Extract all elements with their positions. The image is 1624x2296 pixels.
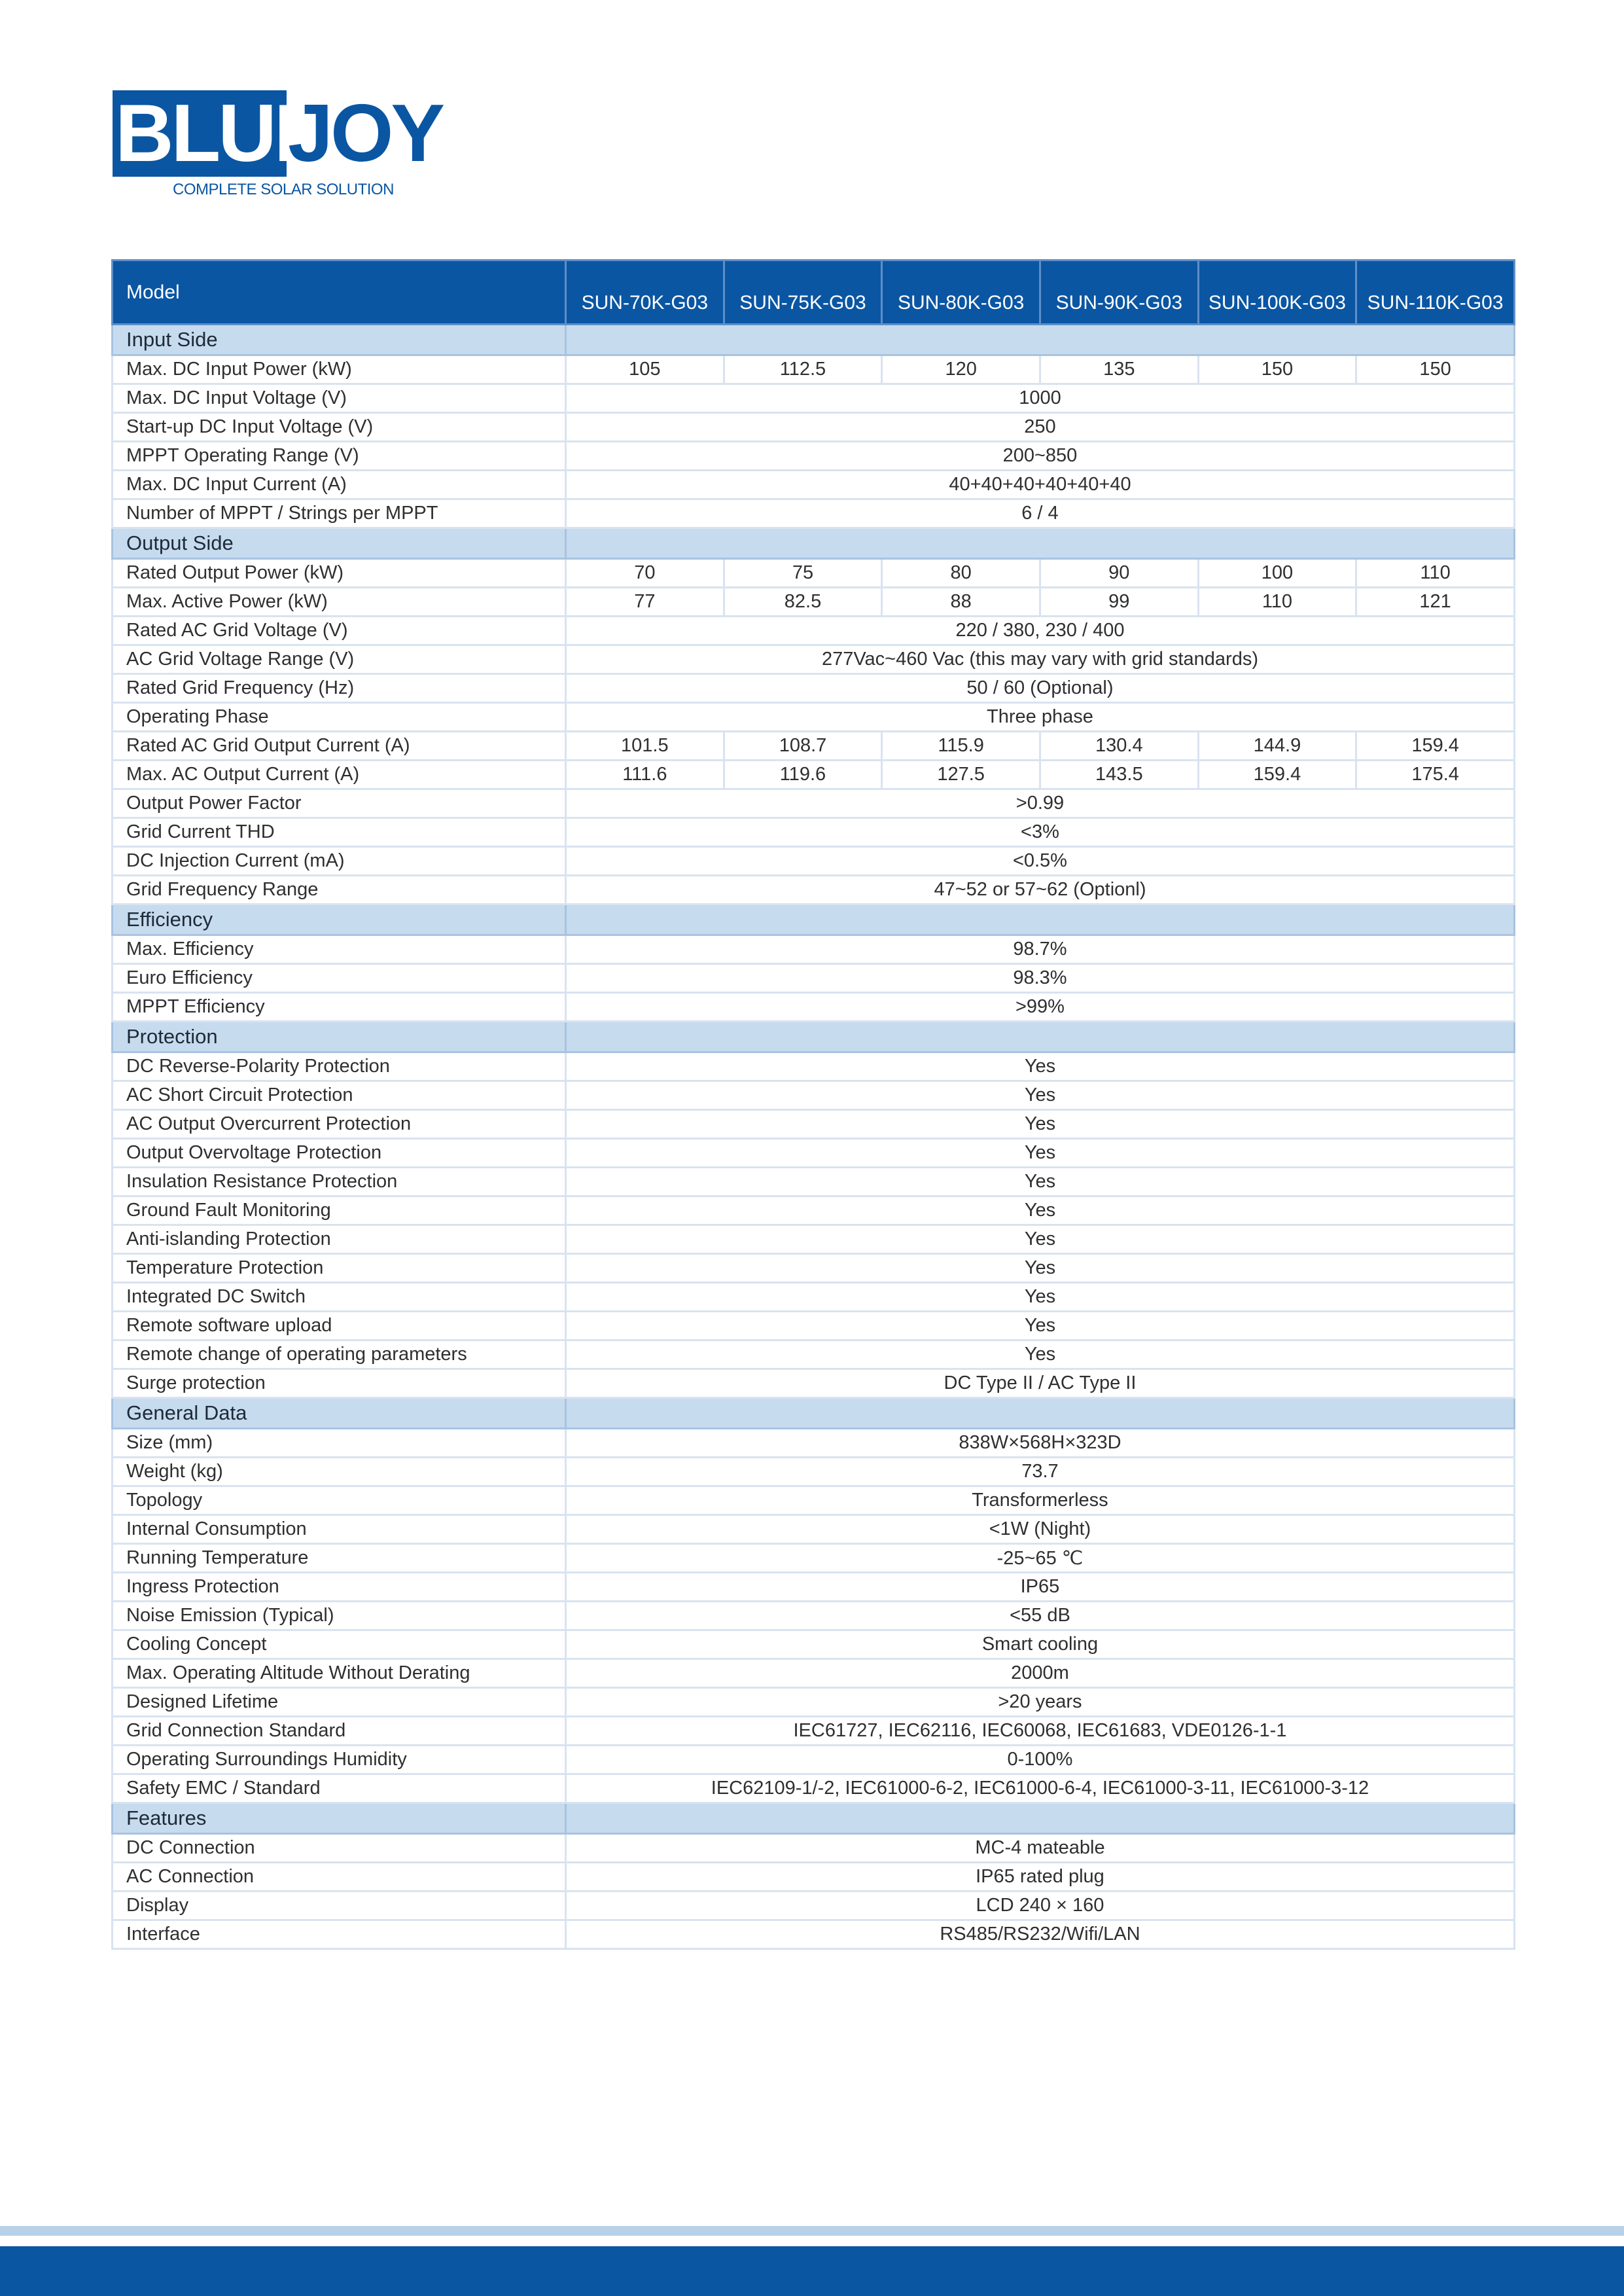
model-name: SUN-110K-G03 (1356, 260, 1515, 325)
section-fill (566, 1398, 1515, 1429)
row-value: 99 (1040, 588, 1198, 617)
row-value: 82.5 (724, 588, 882, 617)
spec-table (111, 259, 1515, 1950)
row-value: 120 (882, 355, 1040, 384)
row-value: >20 years (566, 1688, 1515, 1717)
row-label: Remote change of operating parameters (113, 1340, 566, 1369)
row-label: Weight (kg) (113, 1458, 566, 1486)
row-value: 175.4 (1356, 761, 1515, 789)
row-value: Smart cooling (566, 1630, 1515, 1659)
footer-stripe-dark (0, 2246, 1624, 2296)
table-row (113, 1544, 1515, 1573)
row-label: AC Output Overcurrent Protection (113, 1110, 566, 1139)
row-label: MPPT Operating Range (V) (113, 442, 566, 471)
table-row (113, 1168, 1515, 1196)
table-row (113, 1369, 1515, 1398)
table-row (113, 645, 1515, 674)
table-row (113, 1340, 1515, 1369)
row-value: LCD 240 × 160 (566, 1892, 1515, 1920)
row-value: MC-4 mateable (566, 1834, 1515, 1863)
table-row (113, 674, 1515, 703)
row-label: Ingress Protection (113, 1573, 566, 1602)
row-value: 73.7 (566, 1458, 1515, 1486)
row-value: 90 (1040, 559, 1198, 588)
table-row (113, 1659, 1515, 1688)
row-value: 110 (1356, 559, 1515, 588)
table-row (113, 847, 1515, 876)
row-value: Three phase (566, 703, 1515, 732)
row-value: IEC62109-1/-2, IEC61000-6-2, IEC61000-6-4, IEC61000-3-11, IEC61000-3-12 (566, 1774, 1515, 1803)
table-row (113, 761, 1515, 789)
row-label: Topology (113, 1486, 566, 1515)
row-label: Rated Output Power (kW) (113, 559, 566, 588)
row-value: 0-100% (566, 1746, 1515, 1774)
row-value: Yes (566, 1312, 1515, 1340)
row-value: 101.5 (566, 732, 724, 761)
row-label: Temperature Protection (113, 1254, 566, 1283)
table-row (113, 1688, 1515, 1717)
row-label: DC Connection (113, 1834, 566, 1863)
row-value: 70 (566, 559, 724, 588)
table-row (113, 413, 1515, 442)
row-value: Yes (566, 1081, 1515, 1110)
section-row (113, 1022, 1515, 1052)
row-label: Safety EMC / Standard (113, 1774, 566, 1803)
row-label: Anti-islanding Protection (113, 1225, 566, 1254)
table-row (113, 818, 1515, 847)
section-title: General Data (113, 1398, 566, 1429)
row-label: Max. DC Input Voltage (V) (113, 384, 566, 413)
row-value: >0.99 (566, 789, 1515, 818)
row-label: Noise Emission (Typical) (113, 1602, 566, 1630)
table-row (113, 1602, 1515, 1630)
table-row (113, 1139, 1515, 1168)
brand-logo (113, 90, 479, 208)
row-label: Remote software upload (113, 1312, 566, 1340)
row-value: 111.6 (566, 761, 724, 789)
row-value: <1W (Night) (566, 1515, 1515, 1544)
row-value: 108.7 (724, 732, 882, 761)
row-value: 100 (1198, 559, 1356, 588)
model-header-label: Model (113, 260, 566, 325)
section-title: Efficiency (113, 905, 566, 935)
table-row (113, 1225, 1515, 1254)
logo-blue-text: BLUE (113, 90, 287, 177)
section-fill (566, 1022, 1515, 1052)
logo-joy-text: JOY (288, 88, 443, 179)
row-value: -25~65 ℃ (566, 1544, 1515, 1573)
row-value: 143.5 (1040, 761, 1198, 789)
table-row (113, 876, 1515, 905)
row-label: Ground Fault Monitoring (113, 1196, 566, 1225)
row-value: <55 dB (566, 1602, 1515, 1630)
table-row (113, 1458, 1515, 1486)
row-value: >99% (566, 993, 1515, 1022)
table-row (113, 1052, 1515, 1081)
row-value: <3% (566, 818, 1515, 847)
model-name: SUN-100K-G03 (1198, 260, 1356, 325)
table-row (113, 1254, 1515, 1283)
row-value: Transformerless (566, 1486, 1515, 1515)
table-row (113, 732, 1515, 761)
row-label: DC Reverse-Polarity Protection (113, 1052, 566, 1081)
row-value: 47~52 or 57~62 (Optionl) (566, 876, 1515, 905)
row-value: <0.5% (566, 847, 1515, 876)
section-row (113, 905, 1515, 935)
table-row (113, 964, 1515, 993)
table-row (113, 1892, 1515, 1920)
row-value: 77 (566, 588, 724, 617)
table-row (113, 442, 1515, 471)
row-label: Max. Operating Altitude Without Derating (113, 1659, 566, 1688)
table-row (113, 499, 1515, 528)
section-row (113, 1398, 1515, 1429)
model-name: SUN-75K-G03 (724, 260, 882, 325)
row-value: IP65 rated plug (566, 1863, 1515, 1892)
model-name: SUN-70K-G03 (566, 260, 724, 325)
row-value: Yes (566, 1254, 1515, 1283)
row-value: 250 (566, 413, 1515, 442)
row-label: Grid Current THD (113, 818, 566, 847)
row-value: 277Vac~460 Vac (this may vary with grid standards) (566, 645, 1515, 674)
table-row (113, 1774, 1515, 1803)
row-value: 159.4 (1198, 761, 1356, 789)
section-title: Features (113, 1803, 566, 1834)
row-value: 150 (1198, 355, 1356, 384)
section-title: Protection (113, 1022, 566, 1052)
row-value: 75 (724, 559, 882, 588)
row-value: 121 (1356, 588, 1515, 617)
table-row (113, 559, 1515, 588)
row-label: Grid Frequency Range (113, 876, 566, 905)
row-value: IP65 (566, 1573, 1515, 1602)
table-row (113, 1717, 1515, 1746)
table-row (113, 1283, 1515, 1312)
table-row (113, 1312, 1515, 1340)
row-label: Rated AC Grid Output Current (A) (113, 732, 566, 761)
row-label: Max. AC Output Current (A) (113, 761, 566, 789)
row-label: Display (113, 1892, 566, 1920)
row-label: Operating Surroundings Humidity (113, 1746, 566, 1774)
row-value: 130.4 (1040, 732, 1198, 761)
row-label: Number of MPPT / Strings per MPPT (113, 499, 566, 528)
table-row (113, 1863, 1515, 1892)
row-value: 110 (1198, 588, 1356, 617)
section-fill (566, 325, 1515, 355)
row-value: 200~850 (566, 442, 1515, 471)
section-row (113, 528, 1515, 559)
row-label: AC Grid Voltage Range (V) (113, 645, 566, 674)
row-label: Grid Connection Standard (113, 1717, 566, 1746)
row-label: Max. DC Input Current (A) (113, 471, 566, 499)
row-value: RS485/RS232/Wifi/LAN (566, 1920, 1515, 1949)
row-value: 150 (1356, 355, 1515, 384)
row-value: 6 / 4 (566, 499, 1515, 528)
row-label: Max. Active Power (kW) (113, 588, 566, 617)
table-row (113, 1081, 1515, 1110)
row-value: 220 / 380, 230 / 400 (566, 617, 1515, 645)
table-row (113, 789, 1515, 818)
row-label: Start-up DC Input Voltage (V) (113, 413, 566, 442)
row-value: Yes (566, 1283, 1515, 1312)
row-value: Yes (566, 1168, 1515, 1196)
row-label: Cooling Concept (113, 1630, 566, 1659)
row-label: Internal Consumption (113, 1515, 566, 1544)
row-value: 98.7% (566, 935, 1515, 964)
row-value: 80 (882, 559, 1040, 588)
row-label: Operating Phase (113, 703, 566, 732)
table-row (113, 1920, 1515, 1949)
row-label: AC Short Circuit Protection (113, 1081, 566, 1110)
row-label: Running Temperature (113, 1544, 566, 1573)
row-label: MPPT Efficiency (113, 993, 566, 1022)
section-title: Input Side (113, 325, 566, 355)
table-row (113, 993, 1515, 1022)
table-row (113, 384, 1515, 413)
row-value: DC Type II / AC Type II (566, 1369, 1515, 1398)
row-value: 50 / 60 (Optional) (566, 674, 1515, 703)
section-fill (566, 905, 1515, 935)
row-label: Surge protection (113, 1369, 566, 1398)
footer-stripe-light (0, 2226, 1624, 2236)
section-fill (566, 1803, 1515, 1834)
row-value: 112.5 (724, 355, 882, 384)
section-row (113, 325, 1515, 355)
row-label: Insulation Resistance Protection (113, 1168, 566, 1196)
row-label: AC Connection (113, 1863, 566, 1892)
table-row (113, 1196, 1515, 1225)
table-row (113, 355, 1515, 384)
row-value: Yes (566, 1052, 1515, 1081)
row-value: 159.4 (1356, 732, 1515, 761)
row-value: Yes (566, 1225, 1515, 1254)
row-label: Output Power Factor (113, 789, 566, 818)
row-value: 105 (566, 355, 724, 384)
row-value: 98.3% (566, 964, 1515, 993)
table-row (113, 703, 1515, 732)
row-value: Yes (566, 1196, 1515, 1225)
table-row (113, 1429, 1515, 1458)
row-value: 135 (1040, 355, 1198, 384)
row-label: Integrated DC Switch (113, 1283, 566, 1312)
row-label: Size (mm) (113, 1429, 566, 1458)
row-value: 119.6 (724, 761, 882, 789)
table-row (113, 588, 1515, 617)
row-value: Yes (566, 1340, 1515, 1369)
row-label: Rated AC Grid Voltage (V) (113, 617, 566, 645)
spec-table-body (113, 260, 1515, 1949)
row-value: 88 (882, 588, 1040, 617)
row-label: DC Injection Current (mA) (113, 847, 566, 876)
table-row (113, 1515, 1515, 1544)
row-label: Max. Efficiency (113, 935, 566, 964)
row-value: 115.9 (882, 732, 1040, 761)
row-value: Yes (566, 1139, 1515, 1168)
row-value: 144.9 (1198, 732, 1356, 761)
row-label: Rated Grid Frequency (Hz) (113, 674, 566, 703)
model-name: SUN-90K-G03 (1040, 260, 1198, 325)
table-row (113, 1746, 1515, 1774)
row-value: 127.5 (882, 761, 1040, 789)
table-row (113, 935, 1515, 964)
section-fill (566, 528, 1515, 559)
row-value: 2000m (566, 1659, 1515, 1688)
row-value: 40+40+40+40+40+40 (566, 471, 1515, 499)
table-header-row (113, 260, 1515, 325)
row-label: Interface (113, 1920, 566, 1949)
table-row (113, 471, 1515, 499)
table-row (113, 1834, 1515, 1863)
section-title: Output Side (113, 528, 566, 559)
row-label: Output Overvoltage Protection (113, 1139, 566, 1168)
table-row (113, 1110, 1515, 1139)
model-name: SUN-80K-G03 (882, 260, 1040, 325)
row-value: IEC61727, IEC62116, IEC60068, IEC61683, VDE0126-1-1 (566, 1717, 1515, 1746)
table-row (113, 1630, 1515, 1659)
row-label: Max. DC Input Power (kW) (113, 355, 566, 384)
logo-tagline: COMPLETE SOLAR SOLUTION (173, 181, 394, 198)
section-row (113, 1803, 1515, 1834)
table-row (113, 617, 1515, 645)
row-value: 838W×568H×323D (566, 1429, 1515, 1458)
table-row (113, 1486, 1515, 1515)
table-row (113, 1573, 1515, 1602)
row-value: Yes (566, 1110, 1515, 1139)
row-value: 1000 (566, 384, 1515, 413)
row-label: Designed Lifetime (113, 1688, 566, 1717)
row-label: Euro Efficiency (113, 964, 566, 993)
